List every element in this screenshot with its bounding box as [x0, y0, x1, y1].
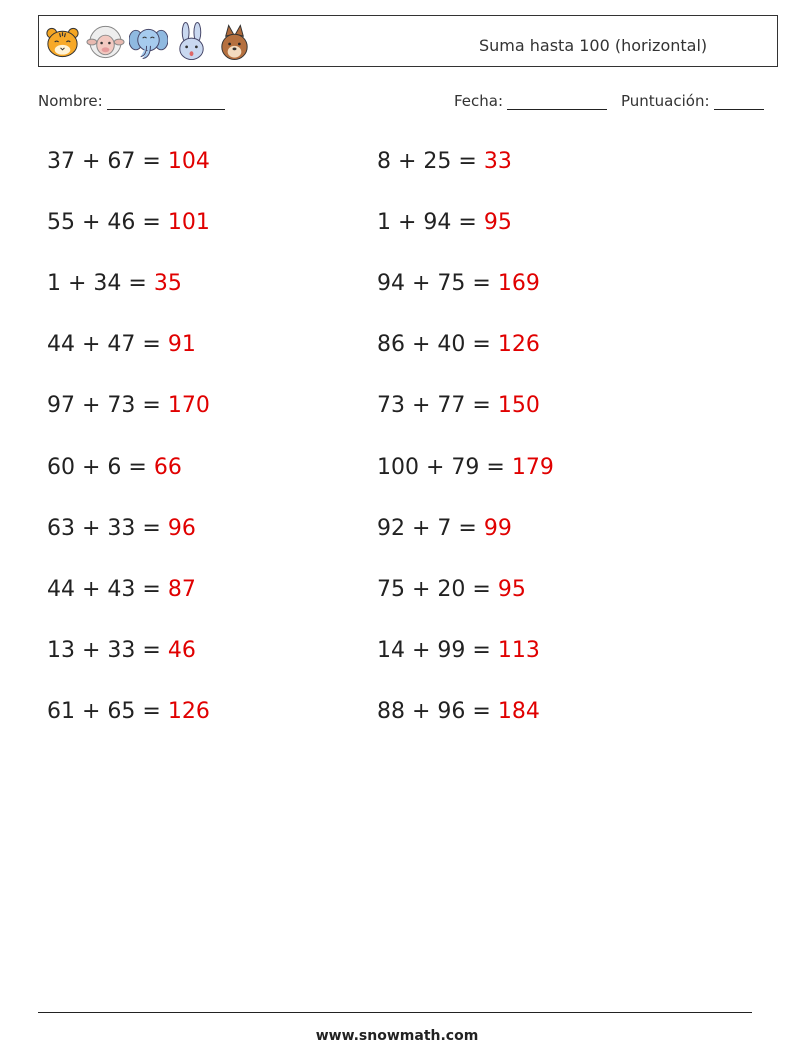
problem-item — [377, 330, 540, 360]
addend-b: 6 — [107, 454, 122, 480]
sheep-icon — [86, 22, 125, 62]
problem-item — [47, 575, 196, 605]
rabbit-icon — [172, 22, 211, 62]
addend-b: 47 — [107, 332, 136, 358]
equals-sign: = — [135, 576, 168, 602]
name-line[interactable] — [107, 93, 225, 110]
answer: 126 — [497, 332, 540, 358]
plus-sign: + — [405, 637, 438, 663]
addend-b: 43 — [107, 576, 136, 602]
equals-sign: = — [465, 271, 498, 297]
plus-sign: + — [419, 454, 452, 480]
answer: 170 — [167, 393, 210, 419]
problem-item — [47, 208, 210, 238]
answer: 95 — [483, 210, 512, 236]
addend-a: 37 — [47, 149, 75, 174]
answer: 150 — [497, 393, 540, 419]
addend-a: 8 — [377, 149, 391, 174]
equals-sign: = — [465, 576, 498, 602]
answer: 66 — [153, 454, 182, 480]
plus-sign: + — [61, 271, 94, 297]
equals-sign: = — [479, 454, 512, 480]
score-label: Puntuación: — [621, 92, 710, 110]
answer: 46 — [167, 637, 196, 663]
equals-sign: = — [121, 454, 154, 480]
equals-sign: = — [135, 210, 168, 236]
problem-item — [377, 453, 554, 483]
addend-b: 67 — [107, 149, 136, 174]
addend-a: 60 — [47, 454, 75, 480]
equals-sign: = — [451, 149, 484, 174]
animal-icons — [43, 22, 254, 62]
answer: 99 — [483, 515, 512, 541]
equals-sign: = — [451, 515, 484, 541]
elephant-icon — [129, 22, 168, 62]
plus-sign: + — [405, 698, 438, 724]
name-field — [38, 92, 225, 110]
answer: 96 — [167, 515, 196, 541]
equals-sign: = — [465, 698, 498, 724]
addend-a: 61 — [47, 698, 75, 724]
problem-item — [377, 147, 512, 177]
addend-a: 1 — [47, 271, 61, 297]
plus-sign: + — [75, 149, 108, 174]
name-label: Nombre: — [38, 92, 103, 110]
plus-sign: + — [75, 332, 108, 358]
plus-sign: + — [75, 698, 108, 724]
addend-a: 1 — [377, 210, 391, 236]
equals-sign: = — [135, 332, 168, 358]
plus-sign: + — [75, 210, 108, 236]
answer: 104 — [167, 149, 210, 174]
addend-b: 7 — [437, 515, 452, 541]
addend-b: 25 — [423, 149, 452, 174]
plus-sign: + — [405, 515, 438, 541]
equals-sign: = — [465, 637, 498, 663]
page-title: Suma hasta 100 (horizontal) — [479, 36, 708, 55]
plus-sign: + — [75, 454, 108, 480]
answer: 87 — [167, 576, 196, 602]
addend-a: 94 — [377, 271, 405, 297]
answer: 113 — [497, 637, 540, 663]
addend-a: 88 — [377, 698, 405, 724]
plus-sign: + — [391, 210, 424, 236]
addend-b: 73 — [107, 393, 136, 419]
addend-b: 65 — [107, 698, 136, 724]
addend-a: 86 — [377, 332, 405, 358]
addend-a: 97 — [47, 393, 75, 419]
addend-b: 40 — [437, 332, 466, 358]
addend-a: 63 — [47, 515, 75, 541]
addend-a: 55 — [47, 210, 75, 236]
problem-item — [377, 697, 540, 727]
plus-sign: + — [75, 576, 108, 602]
plus-sign: + — [75, 637, 108, 663]
equals-sign: = — [135, 637, 168, 663]
answer: 101 — [167, 210, 210, 236]
addend-a: 92 — [377, 515, 405, 541]
addend-b: 20 — [437, 576, 466, 602]
problem-item — [47, 391, 210, 421]
header-box — [38, 15, 778, 67]
addend-b: 46 — [107, 210, 136, 236]
addend-b: 94 — [423, 210, 452, 236]
equals-sign: = — [465, 393, 498, 419]
answer: 35 — [153, 271, 182, 297]
plus-sign: + — [75, 393, 108, 419]
footer-url: www.snowmath.com — [315, 1028, 479, 1044]
addend-a: 44 — [47, 576, 75, 602]
addend-b: 33 — [107, 637, 136, 663]
date-label: Fecha: — [454, 92, 504, 110]
plus-sign: + — [75, 515, 108, 541]
answer: 33 — [483, 149, 512, 174]
plus-sign: + — [405, 332, 438, 358]
answer: 179 — [511, 454, 554, 480]
addend-b: 77 — [437, 393, 466, 419]
addend-b: 34 — [93, 271, 122, 297]
equals-sign: = — [451, 210, 484, 236]
addend-a: 14 — [377, 637, 405, 663]
answer: 169 — [497, 271, 540, 297]
plus-sign: + — [405, 271, 438, 297]
problem-item — [377, 208, 512, 238]
equals-sign: = — [121, 271, 154, 297]
addend-b: 99 — [437, 637, 466, 663]
problem-item — [377, 636, 540, 666]
equals-sign: = — [135, 393, 168, 419]
score-field — [621, 92, 764, 110]
plus-sign: + — [391, 149, 424, 174]
tiger-icon — [43, 22, 82, 62]
problem-item — [47, 514, 196, 544]
equals-sign: = — [465, 332, 498, 358]
problem-item — [377, 575, 526, 605]
score-line[interactable] — [714, 93, 764, 110]
addend-b: 33 — [107, 515, 136, 541]
plus-sign: + — [405, 393, 438, 419]
footer-divider — [38, 1012, 752, 1013]
problem-item — [377, 269, 540, 299]
problem-item — [47, 147, 210, 177]
answer: 91 — [167, 332, 196, 358]
answer: 126 — [167, 698, 210, 724]
answer: 184 — [497, 698, 540, 724]
addend-a: 44 — [47, 332, 75, 358]
equals-sign: = — [135, 149, 168, 174]
equals-sign: = — [135, 698, 168, 724]
addend-a: 100 — [377, 454, 419, 480]
problem-item — [47, 269, 182, 299]
problem-item — [47, 697, 210, 727]
problem-item — [47, 453, 182, 483]
addend-b: 79 — [451, 454, 480, 480]
plus-sign: + — [405, 576, 438, 602]
problem-item — [47, 330, 196, 360]
addend-a: 13 — [47, 637, 75, 663]
addend-b: 75 — [437, 271, 466, 297]
problem-item — [47, 636, 196, 666]
date-field — [454, 92, 607, 110]
addend-b: 96 — [437, 698, 466, 724]
addend-a: 73 — [377, 393, 405, 419]
equals-sign: = — [135, 515, 168, 541]
problem-item — [377, 514, 512, 544]
answer: 95 — [497, 576, 526, 602]
squirrel-icon — [215, 22, 254, 62]
problem-item — [377, 391, 540, 421]
date-line[interactable] — [507, 93, 607, 110]
addend-a: 75 — [377, 576, 405, 602]
